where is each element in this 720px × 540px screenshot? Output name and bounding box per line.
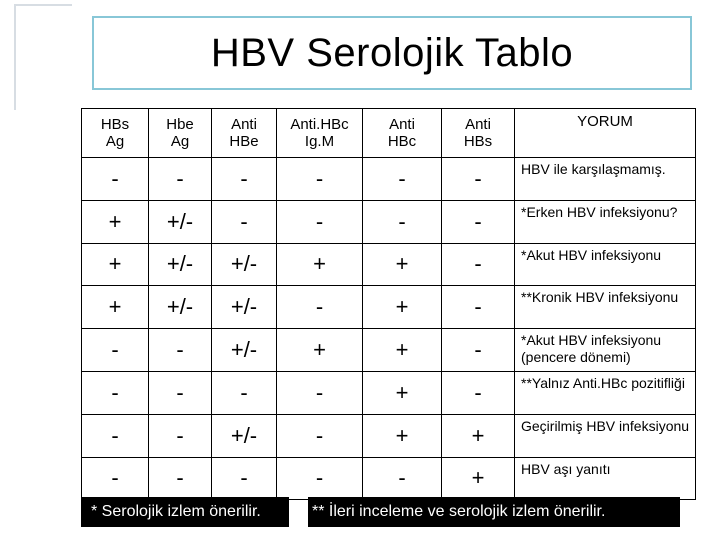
header-anti-hbc: Anti HBc [363,109,442,158]
table-cell: +/- [212,329,277,372]
decorative-frame [14,4,72,110]
table-cell: - [82,329,149,372]
table-cell: + [82,243,149,286]
table-cell: + [277,243,363,286]
table-cell: +/- [212,243,277,286]
table-cell: - [442,200,515,243]
table-cell: + [363,371,442,414]
table-row [82,414,696,457]
table-cell-yorum: **Yalnız Anti.HBc pozitifliği [515,371,696,414]
table-cell: +/- [212,414,277,457]
table-cell: - [442,329,515,372]
table-cell: - [363,158,442,201]
header-anti-hbs: Anti HBs [442,109,515,158]
table-cell-yorum: HBV ile karşılaşmamış. [515,158,696,201]
table-cell: - [212,200,277,243]
table-cell: - [149,158,212,201]
table-cell: +/- [149,243,212,286]
table-cell: + [277,329,363,372]
header-yorum: YORUM [515,109,696,158]
table-row [82,457,696,500]
table-cell: - [277,286,363,329]
table-cell: - [277,414,363,457]
table-cell: - [149,457,212,500]
table-cell: + [363,329,442,372]
table-row [82,371,696,414]
table-cell: + [363,414,442,457]
table-cell: - [212,371,277,414]
title-box [92,16,692,90]
table-row [82,286,696,329]
table-cell: - [212,158,277,201]
table-cell: - [82,158,149,201]
table-cell: - [277,371,363,414]
table-row [82,200,696,243]
table-cell: - [212,457,277,500]
table-cell: - [277,457,363,500]
table-cell: - [82,371,149,414]
table-cell: - [277,200,363,243]
page-title: HBV Serolojik Tablo [210,30,574,75]
table-cell: - [442,243,515,286]
table-row [82,243,696,286]
table-cell: + [442,457,515,500]
table-cell-yorum: **Kronik HBV infeksiyonu [515,286,696,329]
table-cell: - [277,158,363,201]
serology-table [81,108,696,500]
header-hbeag: Hbe Ag [149,109,212,158]
table-row [82,158,696,201]
table-cell: + [82,286,149,329]
table-cell-yorum: Geçirilmiş HBV infeksiyonu [515,414,696,457]
table-cell-yorum: *Akut HBV infeksiyonu [515,243,696,286]
table-cell-yorum: HBV aşı yanıtı [515,457,696,500]
table-cell-yorum: *Akut HBV infeksiyonu (pencere dönemi) [515,329,696,372]
header-row [82,109,696,158]
header-anti-hbc-igm: Anti.HBc Ig.M [277,109,363,158]
table-cell: - [82,457,149,500]
table-cell-yorum: *Erken HBV infeksiyonu? [515,200,696,243]
table-cell: - [442,286,515,329]
table-cell: - [442,158,515,201]
table-cell: - [149,414,212,457]
table-row [82,329,696,372]
table-cell: + [442,414,515,457]
table-cell: - [442,371,515,414]
table-cell: + [363,243,442,286]
footer-note-left: * Serolojik izlem önerilir. [81,497,289,527]
header-hbsag: HBs Ag [82,109,149,158]
table-cell: +/- [212,286,277,329]
header-anti-hbe: Anti HBe [212,109,277,158]
table-cell: - [363,200,442,243]
footer-note-right: ** İleri inceleme ve serolojik izlem önerilir. [308,497,680,527]
table-cell: + [82,200,149,243]
table-cell: + [363,286,442,329]
table-cell: - [82,414,149,457]
table-cell: - [149,329,212,372]
table-cell: +/- [149,286,212,329]
table-cell: - [149,371,212,414]
table-cell: +/- [149,200,212,243]
table-cell: - [363,457,442,500]
